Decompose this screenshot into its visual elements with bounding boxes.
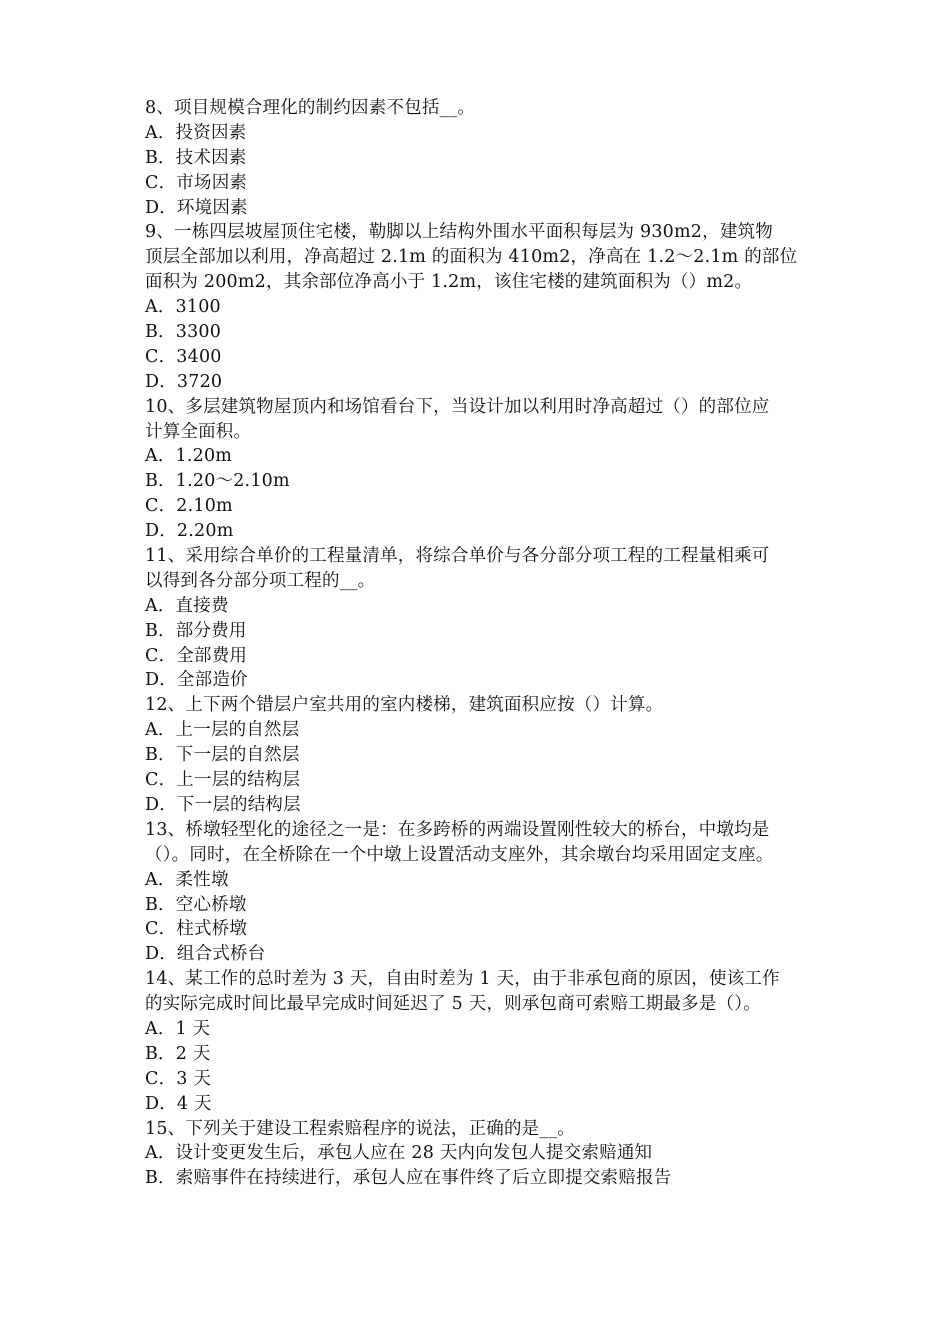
option-b: B．索赔事件在持续进行，承包人应在事件终了后立即提交索赔报告 <box>145 1168 672 1189</box>
question-text-line: 的实际完成时间比最早完成时间延迟了 5 天，则承包商可索赔工期最多是（）。 <box>145 994 761 1015</box>
option-d: D．全部造价 <box>145 670 248 691</box>
question-11 <box>145 544 815 693</box>
question-text: 8、项目规模合理化的制约因素不包括__。 <box>145 98 476 118</box>
option-c: C．全部费用 <box>145 645 248 666</box>
option-b: B．部分费用 <box>145 620 247 641</box>
option-b: B．空心桥墩 <box>145 894 247 915</box>
question-text-line: 11、采用综合单价的工程量清单，将综合单价与各分部分项工程的工程量相乘可 <box>145 546 770 567</box>
option-a: A．柔性墩 <box>145 869 229 890</box>
option-b: B．3300 <box>145 322 222 343</box>
question-12 <box>145 693 815 817</box>
question-text: 15、下列关于建设工程索赔程序的说法，正确的是__。 <box>145 1118 575 1139</box>
question-text-line: 顶层全部加以利用，净高超过 2.1m 的面积为 410m2，净高在 1.2～2.1m 的部位 <box>145 247 798 268</box>
option-d: D．环境因素 <box>145 197 248 218</box>
question-text-line: 10、多层建筑物屋顶内和场馆看台下，当设计加以利用时净高超过（）的部位应 <box>145 396 770 417</box>
option-d: D．2.20m <box>145 521 234 542</box>
option-a: A．投资因素 <box>145 122 247 143</box>
option-b: B．下一层的自然层 <box>145 745 300 766</box>
option-a: A．3100 <box>145 297 221 318</box>
question-text-line: 以得到各分部分项工程的__。 <box>145 570 376 591</box>
option-c: C．市场因素 <box>145 172 248 193</box>
option-b: B．2 天 <box>145 1043 211 1064</box>
option-c: C．上一层的结构层 <box>145 770 301 791</box>
option-d: D．3720 <box>145 371 223 392</box>
option-a: A．1 天 <box>145 1018 211 1039</box>
question-8 <box>145 96 815 220</box>
option-d: D．4 天 <box>145 1093 212 1114</box>
option-d: D．下一层的结构层 <box>145 794 301 815</box>
question-13 <box>145 818 815 967</box>
question-text-line: （）。同时，在全桥除在一个中墩上设置活动支座外，其余墩台均采用固定支座。 <box>145 844 774 865</box>
option-b: B．技术因素 <box>145 147 247 168</box>
option-a: A．上一层的自然层 <box>145 720 300 741</box>
option-c: C．3400 <box>145 346 222 367</box>
question-text: 12、上下两个错层户室共用的室内楼梯，建筑面积应按（）计算。 <box>145 695 664 716</box>
question-text-line: 9、一栋四层坡屋顶住宅楼，勒脚以上结构外围水平面积每层为 930m2，建筑物 <box>145 222 773 243</box>
option-a: A．直接费 <box>145 595 229 616</box>
question-15 <box>145 1117 815 1192</box>
option-b: B．1.20～2.10m <box>145 471 290 492</box>
question-text-line: 14、某工作的总时差为 3 天，自由时差为 1 天，由于非承包商的原因，使该工作 <box>145 969 780 990</box>
question-text-line: 计算全面积。 <box>145 421 252 442</box>
option-a: A．设计变更发生后，承包人应在 28 天内向发包人提交索赔通知 <box>145 1143 653 1164</box>
document-page <box>145 96 815 1191</box>
question-14 <box>145 967 815 1116</box>
option-c: C．柱式桥墩 <box>145 919 248 940</box>
question-9 <box>145 220 815 394</box>
option-c: C．3 天 <box>145 1068 212 1089</box>
question-text-line: 13、桥墩轻型化的途径之一是：在多跨桥的两端设置刚性较大的桥台，中墩均是 <box>145 819 770 840</box>
question-10 <box>145 395 815 544</box>
option-a: A．1.20m <box>145 446 233 467</box>
question-text-line: 面积为 200m2，其余部位净高小于 1.2m，该住宅楼的建筑面积为（）m2。 <box>145 272 753 293</box>
option-c: C．2.10m <box>145 496 233 517</box>
option-d: D．组合式桥台 <box>145 944 266 965</box>
